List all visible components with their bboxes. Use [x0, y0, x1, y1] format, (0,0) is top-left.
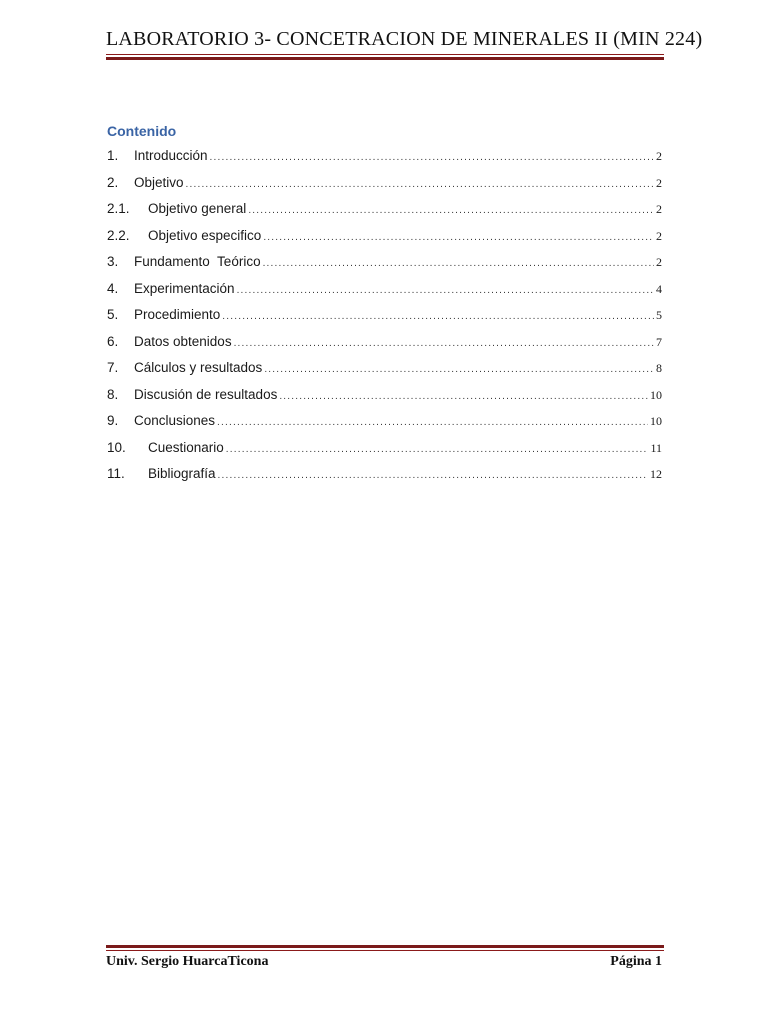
toc-entry-page[interactable]: 10	[650, 387, 662, 402]
footer-author: Univ. Sergio HuarcaTicona	[106, 954, 269, 969]
toc-dot-leader	[186, 176, 654, 194]
toc-entry-number: 9.	[107, 413, 119, 428]
toc-entry[interactable]	[107, 280, 662, 307]
toc-entry[interactable]	[107, 253, 662, 280]
footer-divider-thick	[106, 945, 664, 948]
toc-dot-leader	[226, 441, 649, 459]
toc-entry[interactable]	[107, 174, 662, 201]
toc-entry-number: 2.1.	[107, 201, 130, 216]
toc-heading: Contenido	[107, 123, 177, 139]
toc-entry[interactable]	[107, 147, 662, 174]
toc-entry-number: 10.	[107, 439, 126, 455]
toc-entry-title[interactable]: Cálculos y resultados	[134, 360, 263, 375]
toc-dot-leader	[218, 467, 648, 485]
toc-entry-title[interactable]: Datos obtenidos	[134, 333, 232, 349]
toc-dot-leader	[279, 388, 648, 406]
toc-entry-title[interactable]: Discusión de resultados	[134, 386, 278, 402]
toc-entry-page[interactable]: 2	[656, 149, 662, 163]
toc-entry[interactable]	[107, 200, 662, 227]
header-divider-thick	[106, 57, 664, 60]
toc-dot-leader	[222, 308, 654, 326]
toc-entry-page[interactable]: 2	[656, 255, 662, 269]
toc-entry-title[interactable]: Objetivo	[134, 174, 184, 190]
toc-entry-title[interactable]: Objetivo especifico	[148, 227, 262, 243]
header-divider-thin	[106, 54, 664, 55]
footer-divider-thin	[106, 950, 664, 951]
toc-entry[interactable]	[107, 359, 662, 386]
toc-entry-number: 6.	[107, 333, 119, 349]
toc-entry-title[interactable]: Objetivo general	[148, 201, 247, 216]
toc-dot-leader	[234, 335, 654, 353]
toc-entry-title[interactable]: Cuestionario	[148, 439, 224, 455]
toc-entry-title[interactable]: Bibliografía	[148, 466, 216, 481]
toc-entry[interactable]	[107, 439, 662, 466]
toc-entry-number: 8.	[107, 386, 119, 402]
toc-entry-page[interactable]: 8	[656, 361, 662, 375]
toc-entry-page[interactable]: 7	[656, 334, 662, 349]
toc-dot-leader	[217, 414, 648, 432]
toc-entry-page[interactable]: 12	[650, 467, 662, 481]
toc-dot-leader	[263, 229, 654, 247]
toc-dot-leader	[237, 282, 654, 300]
toc-entry-page[interactable]: 4	[656, 281, 662, 296]
toc-entry-title[interactable]: Procedimiento	[134, 307, 221, 322]
toc-entry-page[interactable]: 2	[656, 175, 662, 190]
toc-dot-leader	[248, 202, 654, 220]
page-header-title: LABORATORIO 3- CONCETRACION DE MINERALES II (MIN 224)	[106, 28, 703, 50]
toc-entry-number: 3.	[107, 254, 119, 269]
toc-entry-number: 1.	[107, 148, 119, 163]
toc-entry[interactable]	[107, 227, 662, 254]
toc-entry-number: 4.	[107, 280, 119, 296]
toc-entry-number: 7.	[107, 360, 119, 375]
toc-entry[interactable]	[107, 412, 662, 439]
toc-dot-leader	[263, 255, 654, 273]
toc-entry[interactable]	[107, 386, 662, 413]
footer-page-number: Página 1	[610, 954, 662, 969]
toc-entry-number: 2.	[107, 174, 119, 190]
toc-entry-page[interactable]: 5	[656, 308, 662, 322]
toc-entry-title[interactable]: Conclusiones	[134, 413, 216, 428]
toc-entry-page[interactable]: 2	[656, 228, 662, 243]
toc-entry-page[interactable]: 2	[656, 202, 662, 216]
toc-entry[interactable]	[107, 465, 662, 492]
toc-entry-title[interactable]: Fundamento Teórico	[134, 254, 261, 269]
toc-entry[interactable]	[107, 333, 662, 360]
toc-entry-title[interactable]: Introducción	[134, 148, 208, 163]
toc-entry-page[interactable]: 10	[650, 414, 662, 428]
toc-entry-page[interactable]: 11	[650, 440, 662, 455]
toc-entry-number: 2.2.	[107, 227, 130, 243]
toc-entry-number: 11.	[107, 466, 125, 481]
toc-entry[interactable]	[107, 306, 662, 333]
toc-entry-title[interactable]: Experimentación	[134, 280, 235, 296]
toc-dot-leader	[210, 149, 654, 167]
toc-entry-number: 5.	[107, 307, 119, 322]
toc-dot-leader	[264, 361, 654, 379]
table-of-contents	[107, 147, 662, 492]
